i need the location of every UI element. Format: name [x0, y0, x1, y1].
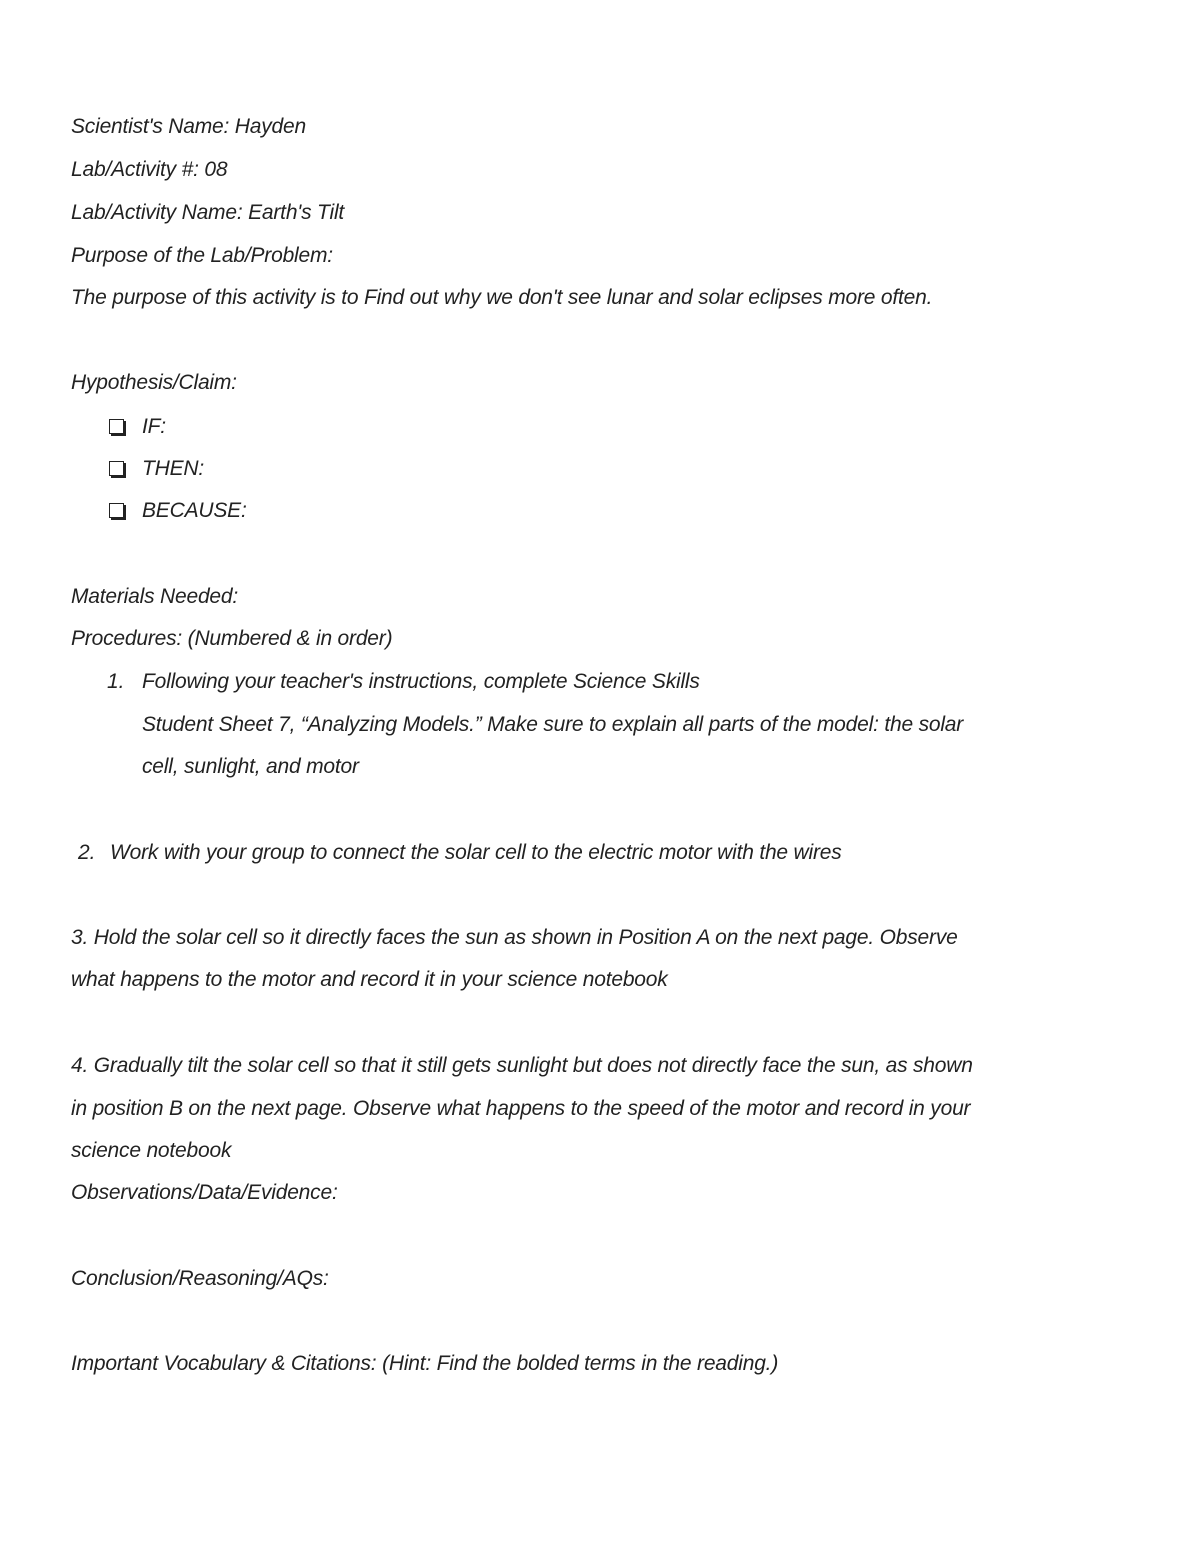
step3-line2: what happens to the motor and record it in your science notebook — [71, 968, 668, 991]
step4-line1: 4. Gradually tilt the solar cell so that it still gets sunlight but does not directly face the sun, as shown — [71, 1054, 973, 1077]
purpose-label: Purpose of the Lab/Problem: — [71, 244, 333, 267]
conclusion-label: Conclusion/Reasoning/AQs: — [71, 1267, 329, 1290]
checkbox-then-icon — [109, 461, 124, 476]
hypothesis-label: Hypothesis/Claim: — [71, 371, 237, 394]
hypothesis-if: IF: — [142, 415, 166, 438]
materials-label: Materials Needed: — [71, 585, 239, 608]
step1-number: 1. — [107, 670, 125, 693]
procedures-label: Procedures: (Numbered & in order) — [71, 627, 393, 650]
observations-label: Observations/Data/Evidence: — [71, 1181, 338, 1204]
hypothesis-because: BECAUSE: — [142, 499, 247, 522]
hypothesis-then: THEN: — [142, 457, 205, 480]
step1-line3: cell, sunlight, and motor — [142, 755, 359, 778]
step1-line1: Following your teacher's instructions, complete Science Skills — [142, 670, 700, 693]
checkbox-because-icon — [109, 503, 124, 518]
step2-text: Work with your group to connect the solar cell to the electric motor with the wires — [110, 841, 842, 864]
vocabulary-label: Important Vocabulary & Citations: (Hint: Find the bolded terms in the reading.) — [71, 1352, 779, 1375]
step4-line2: in position B on the next page. Observe what happens to the speed of the motor and record in your — [71, 1097, 971, 1120]
lab-number: Lab/Activity #: 08 — [71, 158, 228, 181]
scientist-name: Scientist's Name: Hayden — [71, 115, 306, 138]
lab-name: Lab/Activity Name: Earth's Tilt — [71, 201, 345, 224]
step3-line1: 3. Hold the solar cell so it directly faces the sun as shown in Position A on the next page. Observe — [71, 926, 958, 949]
purpose-text: The purpose of this activity is to Find out why we don't see lunar and solar eclipses more often. — [71, 286, 933, 309]
checkbox-if-icon — [109, 419, 124, 434]
step2-number: 2. — [78, 841, 96, 864]
step1-line2: Student Sheet 7, “Analyzing Models.” Make sure to explain all parts of the model: the solar — [142, 713, 964, 736]
step4-line3: science notebook — [71, 1139, 232, 1162]
